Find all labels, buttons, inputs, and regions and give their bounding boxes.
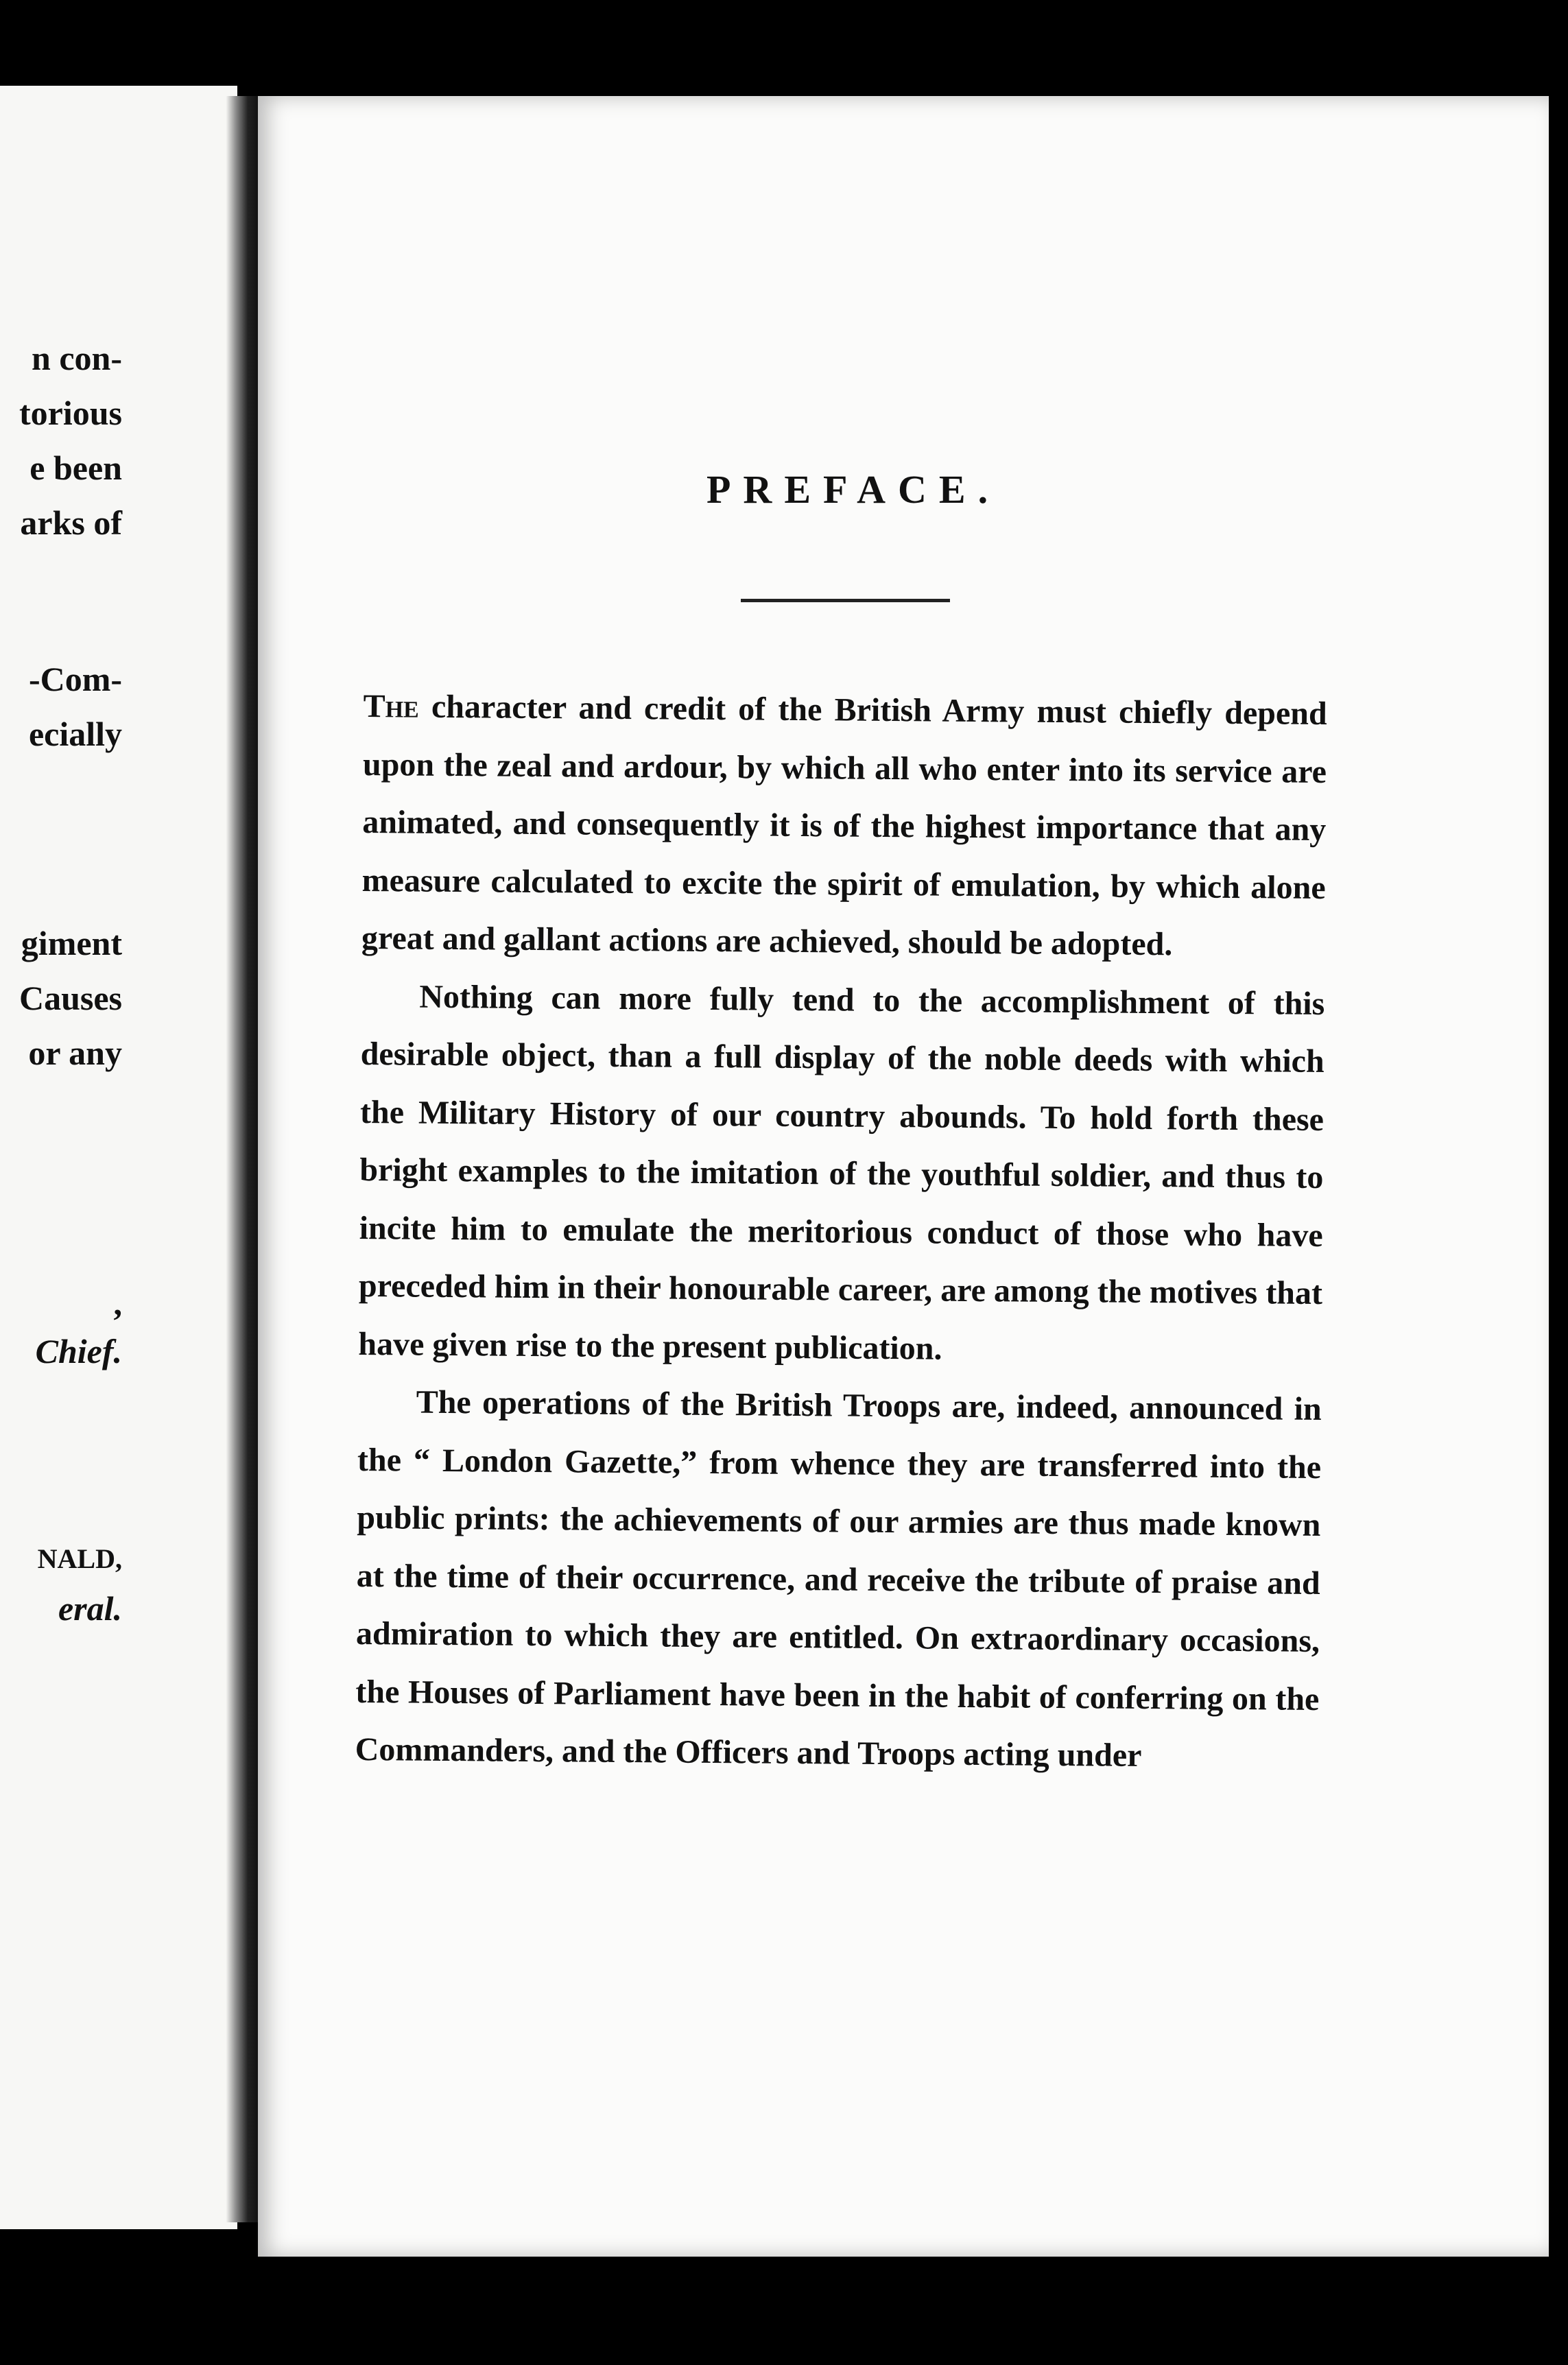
paragraph-2: Nothing can more fully tend to the accomplishment of this desirable object, than a full display of the noble deeds with which the Military History of our country abounds. To hold forth these bright examples to the imitation of the youthful soldier, and thus to incite him to emulate the meritorious conduct of those who have preceded him in their honourable career, are among the motives that have given rise to the present publication. [358,978,1325,1367]
left-text-line: giment [21,924,122,962]
title-rule-divider [741,599,950,602]
left-text-line: arks of [20,503,122,542]
left-text-line: NALD, [37,1543,122,1574]
left-text-line: n con- [32,339,122,377]
book-gutter-shadow [226,96,259,2222]
paragraph-1 [361,678,1327,975]
left-page-fragment [0,86,237,2229]
page-title: PREFACE. [706,467,1001,512]
paragraph-1-text: character and credit of the British Army must chiefly depend upon the zeal and ardour, by which all who enter into its service are animated, and consequently it is of the highest importance that any measure calculated to excite the spirit of emulation, by which alone great and gallant actions are achieved, should be adopted. [361,688,1327,963]
preface-body [355,678,1327,1786]
left-text-line: eral. [58,1589,122,1628]
left-text-line: Causes [19,979,122,1017]
left-text-line: Chief. [35,1332,122,1370]
left-text-line: or any [28,1034,122,1072]
left-text-line: -Com- [28,660,122,698]
left-text-line: e been [29,449,122,487]
paragraph-1-lead-word: The [363,687,420,725]
left-text-line: torious [19,394,122,432]
left-text-line: ecially [28,715,122,753]
left-text-line: , [113,1284,122,1322]
paragraph-3: The operations of the British Troops are, indeed, announced in the “ London Gazette,” from whence they are transferred into the public prints: the achievements of our armies are thus made known at the time of their occurrence, and receive the tribute of praise and admiration to which they are entitled. On extraordinary occasions, the Houses of Parliament have been in the habit of conferring on the Commanders, and the Officers and Troops acting under [355,1383,1322,1774]
